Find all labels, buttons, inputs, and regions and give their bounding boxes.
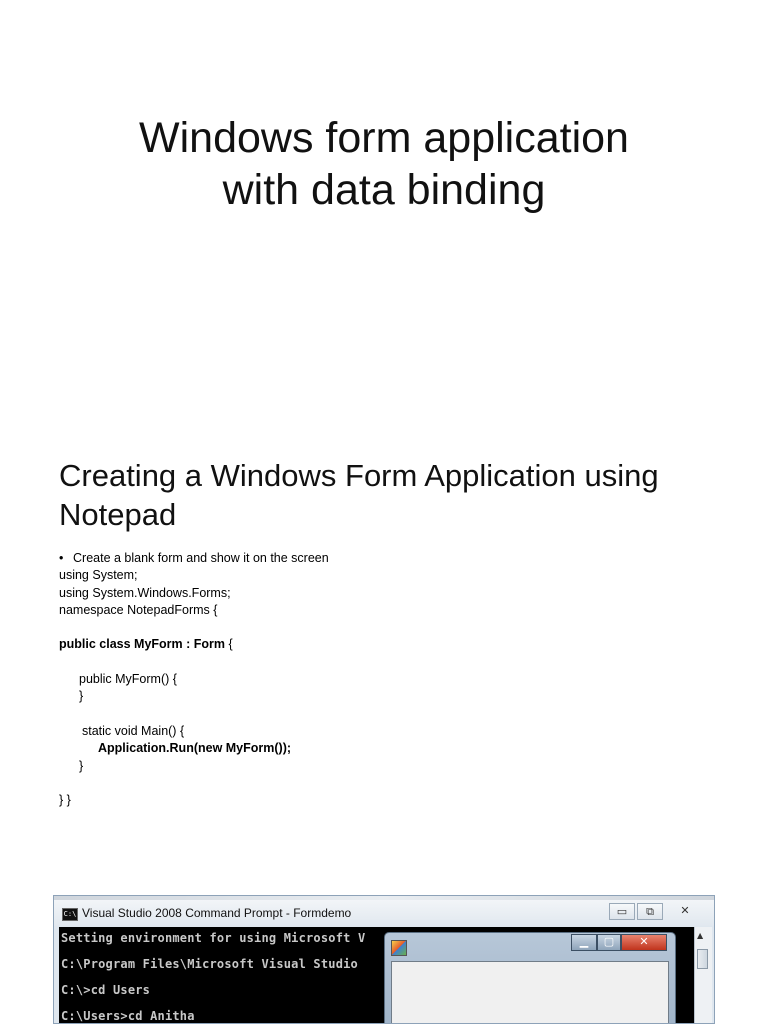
form-client-area [391, 961, 669, 1024]
blank-line [59, 706, 559, 723]
command-prompt-screenshot [53, 895, 715, 1024]
restore-button[interactable]: ⧉ [637, 903, 663, 920]
code-line: Application.Run(new MyForm()); [98, 741, 292, 756]
close-button[interactable]: ✕ [680, 904, 690, 917]
code-line: } [79, 758, 84, 773]
code-line: using System; [59, 568, 138, 583]
form-maximize-button[interactable]: ▢ [597, 934, 621, 951]
slide-title-line-1: Windows form application [139, 114, 629, 162]
section-heading-line-2: Notepad [59, 497, 177, 532]
bullet-item [59, 550, 559, 567]
console-line: Setting environment for using Microsoft V [61, 931, 366, 945]
code-line: using System.Windows.Forms; [59, 585, 231, 600]
blank-line [59, 619, 559, 636]
minimize-button[interactable]: ▭ [609, 903, 635, 920]
code-class-declaration: public class MyForm : Form [59, 637, 226, 652]
section-heading [59, 456, 739, 534]
slide-title [0, 112, 768, 216]
scroll-up-arrow-icon[interactable]: ▲ [697, 931, 704, 940]
form-minimize-button[interactable]: ▁ [571, 934, 597, 951]
code-line: } } [59, 793, 71, 808]
console-line: C:\Users>cd Anitha [61, 1009, 195, 1023]
myform-window [384, 932, 676, 1024]
bullet-text: Create a blank form and show it on the screen [73, 551, 329, 565]
command-prompt-icon: C:\ [62, 908, 78, 921]
console-scrollbar[interactable] [694, 927, 712, 1024]
form-app-icon [391, 940, 407, 956]
section-heading-line-1: Creating a Windows Form Application using [59, 458, 659, 493]
form-close-button[interactable]: ✕ [621, 934, 667, 951]
code-line [59, 636, 559, 653]
code-line: public MyForm() { [79, 672, 177, 687]
code-line: } [79, 689, 84, 704]
console-line: C:\Program Files\Microsoft Visual Studio [61, 957, 358, 971]
code-line: namespace NotepadForms { [59, 602, 218, 617]
blank-line [59, 654, 559, 671]
scroll-thumb[interactable] [697, 949, 708, 969]
console-line: C:\>cd Users [61, 983, 151, 997]
code-brace: { [225, 637, 233, 652]
slide-title-line-2: with data binding [222, 166, 546, 214]
bullet-icon: • [59, 551, 64, 565]
command-prompt-title: Visual Studio 2008 Command Prompt - Formdemo [82, 906, 352, 920]
command-prompt-titlebar [54, 900, 714, 926]
code-line: static void Main() { [82, 723, 185, 738]
blank-line [59, 775, 559, 792]
code-listing [59, 550, 559, 809]
